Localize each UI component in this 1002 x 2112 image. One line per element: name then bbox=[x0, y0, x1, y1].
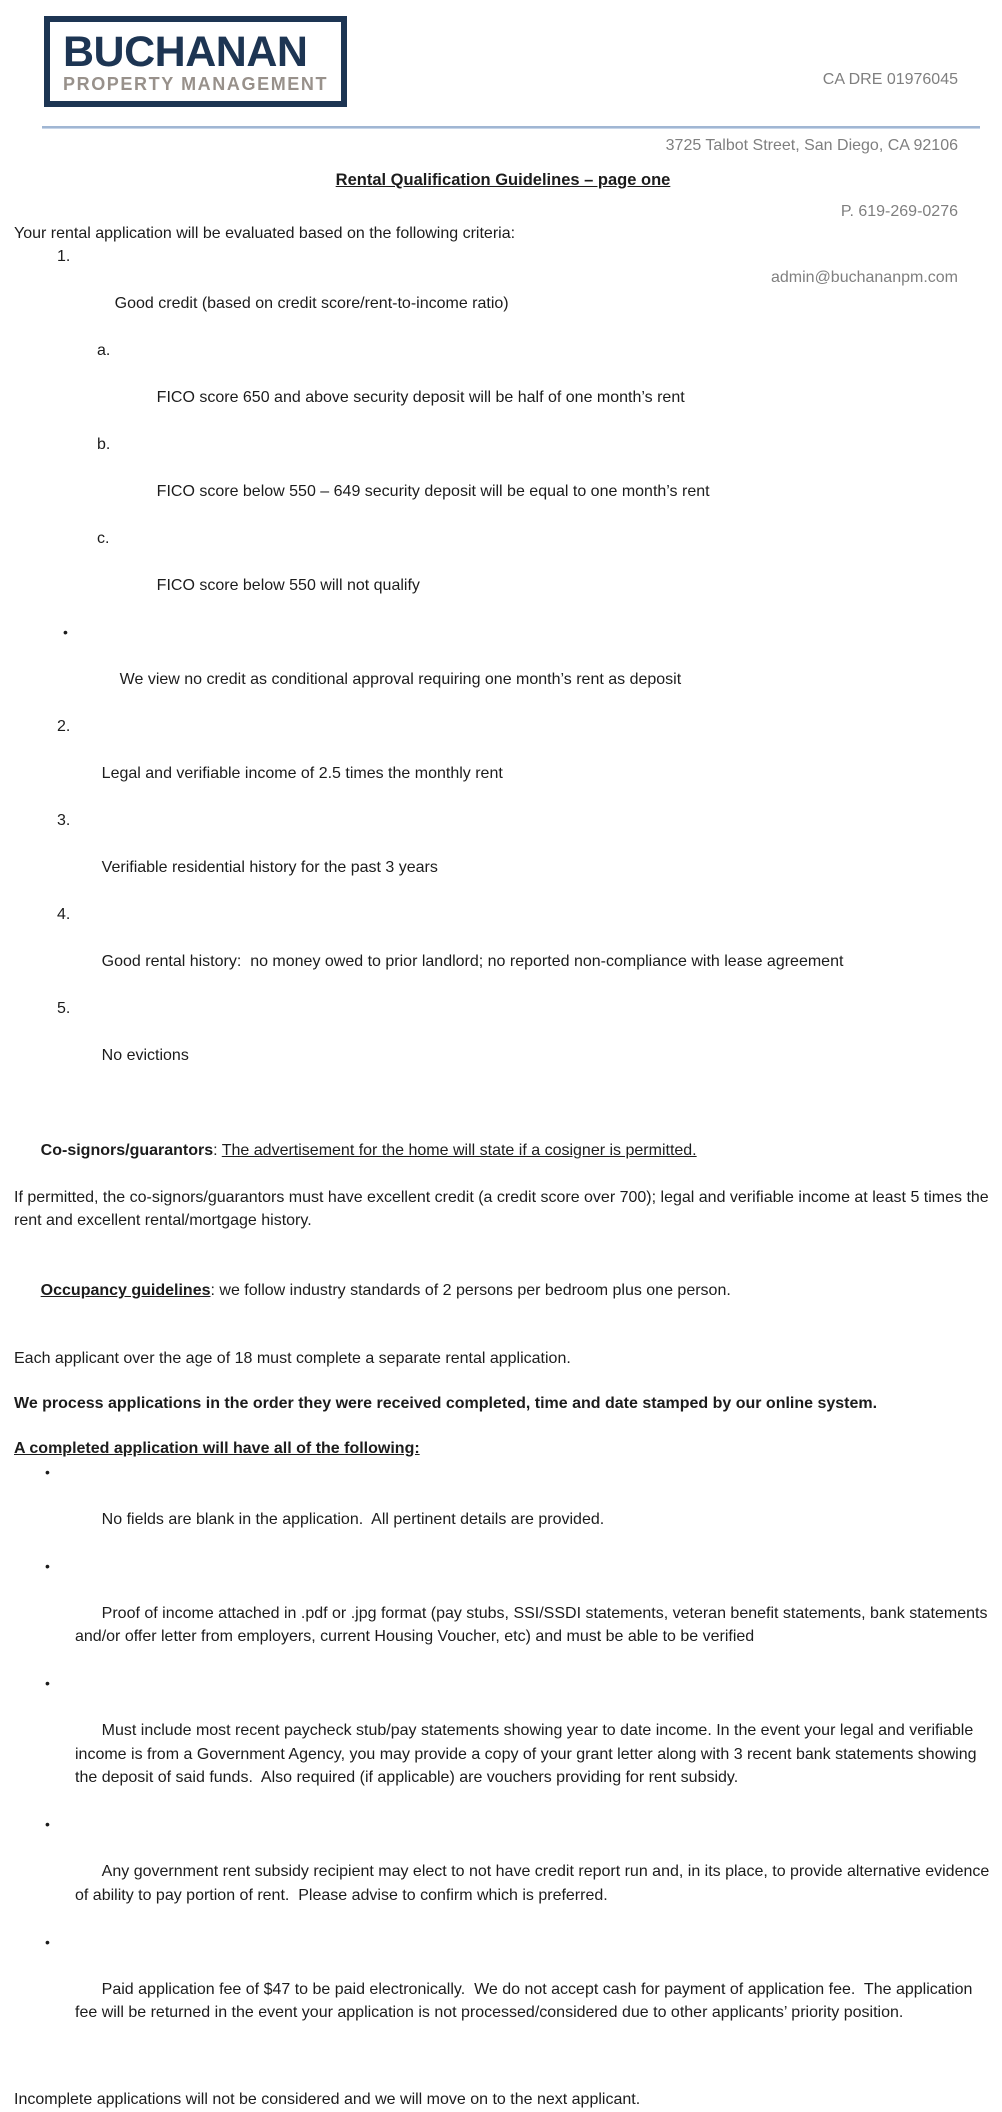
list-item bbox=[14, 715, 992, 809]
bullet-icon: • bbox=[45, 1463, 50, 1480]
cosigners-separator: : bbox=[213, 1141, 222, 1159]
page-title bbox=[14, 169, 992, 193]
contact-email: admin@buchananpm.com bbox=[770, 269, 958, 286]
list-item bbox=[14, 433, 992, 527]
list-item-text: Must include most recent paycheck stub/pay statements showing year to date income. In the event your legal and verifiable income is from a Government Agency, you may provide a copy of your grant letter along with 3 recent bank statements showing the deposit of said funds. Also required (if applicable) are vouchers providing for rent subsidy. bbox=[75, 1722, 981, 1786]
list-item-text: No fields are blank in the application. All pertinent details are provided. bbox=[101, 1510, 605, 1528]
cosigners-label: Co-signors/guarantors bbox=[40, 1141, 214, 1159]
document-body bbox=[14, 129, 992, 2112]
list-item bbox=[14, 1555, 992, 1673]
company-logo bbox=[44, 16, 347, 107]
bullet-icon: • bbox=[45, 1933, 50, 1950]
list-item-text: Good rental history: no money owed to prior landlord; no reported non-compliance with lease agreement bbox=[101, 953, 844, 970]
list-item bbox=[14, 1461, 992, 1555]
list-item bbox=[14, 527, 992, 621]
list-item-text: Any government rent subsidy recipient may elect to not have credit report run and, in its place, to provide alternative evidence of ability to pay portion of rent. Please advise to confirm which is preferred. bbox=[75, 1863, 994, 1904]
contact-phone: P. 619-269-0276 bbox=[840, 203, 958, 220]
completed-application-heading: A completed application will have all of the following: bbox=[14, 1440, 420, 1457]
list-marker: 1. bbox=[57, 248, 71, 265]
process-note-paragraph: We process applications in the order they were received completed, time and date stamped by our online system. bbox=[14, 1394, 878, 1412]
list-item-text: Good credit (based on credit score/rent-to-income ratio) bbox=[114, 295, 509, 312]
list-item bbox=[14, 903, 992, 997]
list-marker: a. bbox=[97, 342, 111, 359]
list-item-text: FICO score 650 and above security deposit will be half of one month’s rent bbox=[156, 389, 685, 406]
applicant-age-paragraph: Each applicant over the age of 18 must complete a separate rental application. bbox=[14, 1350, 571, 1367]
bullet-icon: • bbox=[63, 624, 68, 640]
list-item-text: FICO score below 550 – 649 security deposit will be equal to one month’s rent bbox=[156, 483, 710, 500]
closing-paragraph: Incomplete applications will not be considered and we will move on to the next applicant. bbox=[14, 2091, 641, 2108]
list-marker: 2. bbox=[57, 718, 71, 735]
list-item bbox=[14, 997, 992, 1091]
occupancy-label: Occupancy guidelines bbox=[40, 1282, 211, 1299]
bullet-icon: • bbox=[45, 1557, 50, 1574]
list-marker: 4. bbox=[57, 906, 71, 923]
logo-company-tagline: PROPERTY MANAGEMENT bbox=[63, 74, 329, 94]
list-marker: c. bbox=[97, 530, 110, 547]
cosigners-rule: The advertisement for the home will state if a cosigner is permitted. bbox=[221, 1141, 697, 1159]
list-item bbox=[14, 1813, 992, 1931]
occupancy-text: : we follow industry standards of 2 persons per bedroom plus one person. bbox=[210, 1282, 731, 1299]
contact-address: 3725 Talbot Street, San Diego, CA 92106 bbox=[665, 137, 958, 154]
list-marker: b. bbox=[97, 436, 111, 453]
list-item-text: Verifiable residential history for the past 3 years bbox=[101, 859, 438, 876]
list-item bbox=[14, 339, 992, 433]
list-item bbox=[14, 1931, 992, 2049]
contact-license-number: CA DRE 01976045 bbox=[822, 71, 958, 88]
list-item bbox=[14, 621, 992, 715]
list-item-text: FICO score below 550 will not qualify bbox=[156, 577, 420, 594]
list-item bbox=[14, 1672, 992, 1813]
bullet-icon: • bbox=[45, 1675, 50, 1691]
list-item-text: Proof of income attached in .pdf or .jpg format (pay stubs, SSI/SSDI statements, veteran benefit statements, bank statements and/or offer letter from employers, current Housing Voucher, etc) and must be able to be verified bbox=[75, 1604, 992, 1645]
cosigners-heading bbox=[14, 1115, 992, 1186]
list-marker: 5. bbox=[57, 1000, 71, 1017]
cosigners-body: If permitted, the co-signors/guarantors must have excellent credit (a credit score over 700); legal and verifiable income at least 5 times the rent and excellent rental/mortgage history. bbox=[14, 1188, 994, 1229]
bullet-icon: • bbox=[45, 1816, 50, 1832]
list-item-text: No evictions bbox=[101, 1047, 189, 1064]
list-item-text: We view no credit as conditional approval requiring one month’s rent as deposit bbox=[119, 671, 682, 688]
list-marker: 3. bbox=[57, 812, 71, 829]
list-item bbox=[14, 809, 992, 903]
occupancy-paragraph bbox=[14, 1256, 992, 1327]
logo-company-name: BUCHANAN bbox=[63, 28, 308, 76]
page-title-text: Rental Qualification Guidelines – page one bbox=[335, 171, 671, 189]
list-item-text: Paid application fee of $47 to be paid electronically. We do not accept cash for payment of application fee. The application fee will be returned in the event your application is not processed/considered due to other applicants’ priority position. bbox=[75, 1980, 977, 2021]
intro-paragraph: Your rental application will be evaluated based on the following criteria: bbox=[14, 224, 516, 242]
list-item-text: Legal and verifiable income of 2.5 times the monthly rent bbox=[101, 765, 503, 782]
list-item bbox=[14, 245, 992, 339]
